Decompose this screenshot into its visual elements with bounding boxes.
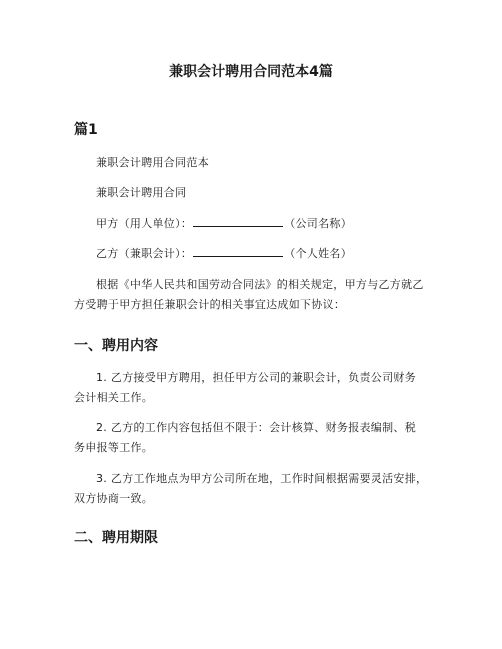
item-2-paragraph — [74, 418, 434, 458]
party-b-note: （个人姓名） — [284, 247, 353, 260]
part-heading: 篇1 — [74, 122, 98, 138]
section-1-heading: 一、聘用内容 — [74, 338, 158, 354]
intro-paragraph — [74, 275, 434, 315]
item-3-line-1: 3. 乙方工作地点为甲方公司所在地，工作时间根据需要灵活安排， — [96, 472, 428, 485]
party-a-line — [74, 214, 434, 234]
party-b-row — [74, 244, 434, 264]
item-1-line-2: 会计相关工作。 — [74, 391, 154, 404]
party-b-label: 乙方（兼职会计）： — [96, 247, 193, 260]
contract-sample-line — [74, 153, 434, 173]
document-title: 兼职会计聘用合同范本4篇 — [169, 64, 333, 80]
intro-line-2: 方受聘于甲方担任兼职会计的相关事宜达成如下协议： — [74, 298, 346, 311]
contract-name-line — [74, 183, 434, 203]
item-2-line-2: 务申报等工作。 — [74, 441, 154, 454]
party-b-blank — [193, 244, 283, 257]
intro-line-1: 根据《中华人民共和国劳动合同法》的相关规定，甲方与乙方就乙 — [96, 278, 424, 291]
item-2-line-1: 2. 乙方的工作内容包括但不限于：会计核算、财务报表编制、税 — [96, 421, 416, 434]
party-a-row — [74, 214, 434, 234]
item-1-line-1: 1. 乙方接受甲方聘用，担任甲方公司的兼职会计，负责公司财务 — [96, 371, 416, 384]
contract-sample-text: 兼职会计聘用合同范本 — [96, 156, 209, 169]
party-a-note: （公司名称） — [284, 217, 353, 230]
contract-name-text: 兼职会计聘用合同 — [96, 186, 187, 199]
section-2-heading: 二、聘用期限 — [74, 530, 158, 546]
item-1-paragraph — [74, 368, 434, 408]
party-a-blank — [193, 214, 283, 227]
party-b-line — [74, 244, 434, 264]
item-3-paragraph — [74, 469, 434, 509]
party-a-label: 甲方（用人单位）： — [96, 217, 193, 230]
item-3-line-2: 双方协商一致。 — [74, 492, 154, 505]
